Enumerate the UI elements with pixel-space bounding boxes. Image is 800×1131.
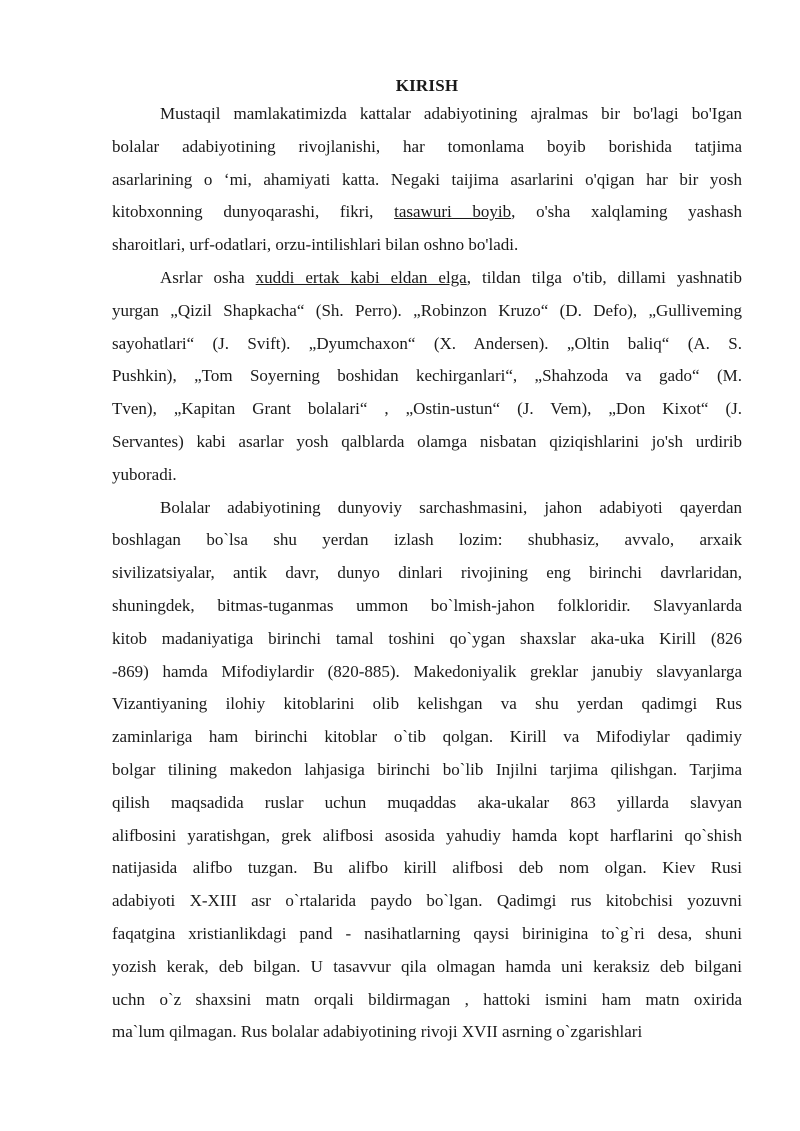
- paragraph-line: Tven), „Kapitan Grant bolalari“ , „Ostin-ustun“ (J. Vem), „Don Kixot“ (J.: [112, 399, 742, 419]
- underlined-phrase: xuddi ertak kabi eldan elga: [255, 267, 467, 287]
- paragraph-line: qilish maqsadida ruslar uchun muqaddas aka-ukalar 863 yillarda slavyan: [112, 792, 742, 812]
- paragraph-line: Pushkin), „Tom Soyerning boshidan kechirganlari“, „Shahzoda va gado“ (M.: [112, 366, 742, 386]
- underlined-phrase: tasawuri boyib: [394, 202, 512, 222]
- document-body: [112, 98, 742, 1049]
- paragraph-line: kitob madaniyatiga birinchi tamal toshini qo`ygan shaxslar aka-uka Kirill (826: [112, 628, 742, 648]
- paragraph-line: Vizantiyaning ilohiy kitoblarini olib kelishgan va shu yerdan qadimgi Rus: [112, 694, 742, 714]
- paragraph: [112, 492, 742, 1050]
- paragraph-line: uchn o`z shaxsini matn orqali bildirmagan , hattoki ismini ham matn oxirida: [112, 989, 742, 1009]
- paragraph-line: Servantes) kabi asarlar yosh qalblarda olamga nisbatan qiziqishlarini jo'sh urdirib: [112, 431, 742, 451]
- paragraph-line: Bolalar adabiyotining dunyoviy sarchashmasini, jahon adabiyoti qayerdan: [160, 497, 742, 517]
- paragraph-line: Asrlar osha xuddi ertak kabi eldan elga, tildan tilga o'tib, dillami yashnatib: [160, 267, 742, 287]
- paragraph-line: yurgan „Qizil Shapkacha“ (Sh. Perro). „Robinzon Kruzo“ (D. Defo), „Gulliveming: [112, 300, 742, 320]
- paragraph: [112, 98, 742, 262]
- paragraph: [112, 262, 742, 492]
- paragraph-line: bolgar tilining makedon lahjasiga birinchi bo`lib Injilni tarjima qilishgan. Tarjima: [112, 759, 742, 779]
- paragraph-line: yuboradi.: [112, 464, 177, 484]
- paragraph-line: bolalar adabiyotining rivojlanishi, har tomonlama boyib borishida tatjima: [112, 136, 742, 156]
- paragraph-line: yozish kerak, deb bilgan. U tasavvur qila olmagan hamda uni keraksiz deb bilgani: [112, 956, 742, 976]
- document-page: [112, 74, 742, 1049]
- paragraph-line: ma`lum qilmagan. Rus bolalar adabiyotining rivoji XVII asrning o`zgarishlari: [112, 1022, 643, 1042]
- paragraph-line: sayohatlari“ (J. Svift). „Dyumchaxon“ (X. Andersen). „Oltin baliq“ (A. S.: [112, 333, 742, 353]
- paragraph-line: shuningdek, bitmas-tuganmas ummon bo`lmish-jahon folkloridir. Slavyanlarda: [112, 595, 742, 615]
- paragraph-line: adabiyoti X-XIII asr o`rtalarida paydo bo`lgan. Qadimgi rus kitobchisi yozuvni: [112, 891, 742, 911]
- paragraph-line: asarlarining o ‘mi, ahamiyati katta. Negaki taijima asarlarini o'qigan har bir yosh: [112, 169, 742, 189]
- paragraph-line: faqatgina xristianlikdagi pand - nasihatlarning qaysi birinigina to`g`ri desa, shuni: [112, 923, 742, 943]
- paragraph-line: sharoitlari, urf-odatlari, orzu-intilishlari bilan oshno bo'ladi.: [112, 235, 519, 255]
- document-title: KIRISH: [395, 76, 459, 95]
- paragraph-line: -869) hamda Mifodiylardir (820-885). Makedoniyalik greklar janubiy slavyanlarga: [112, 661, 742, 681]
- paragraph-line: sivilizatsiyalar, antik davr, dunyo dinlari rivojining eng birinchi davrlaridan,: [112, 563, 742, 583]
- paragraph-line: alifbosini yaratishgan, grek alifbosi asosida yahudiy hamda kopt harflarini qo`shish: [112, 825, 742, 845]
- paragraph-line: natijasida alifbo tuzgan. Bu alifbo kirill alifbosi deb nom olgan. Kiev Rusi: [112, 858, 742, 878]
- paragraph-line: Mustaqil mamlakatimizda kattalar adabiyotining ajralmas bir bo'lagi bo'Igan: [160, 104, 742, 123]
- paragraph-line: kitobxonning dunyoqarashi, fikri, tasawuri boyib, o'sha xalqlaming yashash: [112, 202, 742, 222]
- paragraph-line: boshlagan bo`lsa shu yerdan izlash lozim: shubhasiz, avvalo, arxaik: [112, 530, 742, 550]
- paragraph-line: zaminlariga ham birinchi kitoblar o`tib qolgan. Kirill va Mifodiylar qadimiy: [112, 727, 742, 747]
